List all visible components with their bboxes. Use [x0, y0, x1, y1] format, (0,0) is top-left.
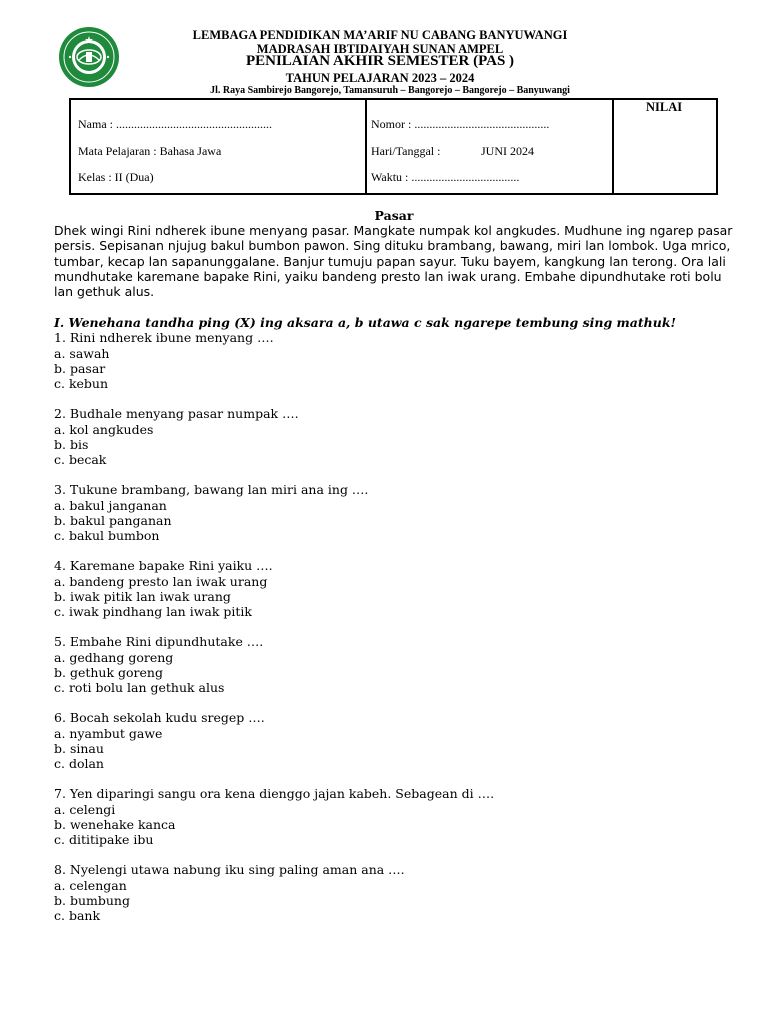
class-field: Kelas : II (Dua) — [78, 170, 154, 184]
school-logo — [58, 26, 120, 88]
answer-option-c[interactable]: c. dititipake ibu — [54, 832, 154, 848]
question-text: 6. Bocah sekolah kudu sregep …. — [54, 710, 265, 726]
question-text: 4. Karemane bapake Rini yaiku …. — [54, 558, 273, 574]
answer-option-b[interactable]: b. bis — [54, 436, 89, 452]
section-instruction: I. Wenehana tandha ping (X) ing aksara a, b utawa c sak ngarepe tembung sing mathuk! — [54, 315, 676, 331]
answer-option-c[interactable]: c. bakul bumbon — [54, 528, 160, 544]
answer-option-c[interactable]: c. kebun — [54, 376, 109, 392]
question-list — [54, 330, 734, 923]
school-address: Jl. Raya Sambirejo Bangorejo, Tamansuruh – Bangorejo – Bangorejo – Banyuwangi — [210, 85, 570, 96]
divider — [365, 100, 367, 193]
answer-option-b[interactable]: b. sinau — [54, 740, 104, 756]
question-block — [54, 558, 734, 619]
date-label: Hari/Tanggal : — [371, 144, 441, 158]
question-block — [54, 482, 734, 543]
question-text: 8. Nyelengi utawa nabung iku sing paling aman ana …. — [54, 862, 405, 878]
question-block — [54, 634, 734, 695]
exam-content — [54, 208, 734, 938]
answer-option-a[interactable]: a. celengan — [54, 877, 127, 893]
answer-option-a[interactable]: a. bandeng presto lan iwak urang — [54, 573, 268, 589]
date-value: JUNI 2024 — [481, 144, 534, 158]
question-text: 5. Embahe Rini dipundhutake …. — [54, 634, 264, 650]
answer-option-c[interactable]: c. iwak pindhang lan iwak pitik — [54, 604, 252, 620]
answer-option-c[interactable]: c. becak — [54, 452, 107, 468]
question-block — [54, 330, 734, 391]
question-block — [54, 406, 734, 467]
time-field[interactable]: Waktu : .................................... — [371, 170, 520, 184]
answer-option-b[interactable]: b. iwak pitik lan iwak urang — [54, 588, 231, 604]
subject-field: Mata Pelajaran : Bahasa Jawa — [78, 144, 222, 158]
question-text: 3. Tukune brambang, bawang lan miri ana ing …. — [54, 482, 369, 498]
question-text: 7. Yen diparingi sangu ora kena dienggo jajan kabeh. Sebagean di …. — [54, 786, 495, 802]
answer-option-a[interactable]: a. gedhang goreng — [54, 649, 174, 665]
answer-option-b[interactable]: b. bakul panganan — [54, 512, 172, 528]
answer-option-c[interactable]: c. bank — [54, 908, 101, 924]
answer-option-a[interactable]: a. bakul janganan — [54, 497, 167, 513]
academic-year: TAHUN PELAJARAN 2023 – 2024 — [285, 71, 475, 85]
answer-option-b[interactable]: b. gethuk goreng — [54, 664, 163, 680]
school-name: MADRASAH IBTIDAIYAH SUNAN AMPEL — [256, 42, 504, 56]
story-text: Dhek wingi Rini ndherek ibune menyang pasar. Mangkate numpak kol angkudes. Mudhune ing ngarep pasar persis. Sepisanan njujug bakul bumbon pawon. Sing dituku brambang, bawang, miri lan lombok. Uga mrico, tumbar, kecap lan sapanunggalane. Banjur tumuju papan sayur. Tuku bayem, kangkung lan terong. Ora lali mundhutake karemane bapake Rini, yaiku bandeng presto lan iwak urang. Embahe dipundhutake roti bolu lan gethuk alus. — [54, 223, 733, 300]
question-text: 1. Rini ndherek ibune menyang …. — [54, 330, 274, 346]
question-block — [54, 862, 734, 923]
answer-option-a[interactable]: a. celengi — [54, 801, 116, 817]
divider — [612, 100, 614, 193]
score-label: NILAI — [646, 100, 683, 114]
student-identity-box — [69, 98, 718, 195]
answer-option-a[interactable]: a. kol angkudes — [54, 421, 154, 437]
answer-option-b[interactable]: b. wenehake kanca — [54, 816, 176, 832]
question-block — [54, 786, 734, 847]
question-text: 2. Budhale menyang pasar numpak …. — [54, 406, 299, 422]
answer-option-a[interactable]: a. nyambut gawe — [54, 725, 163, 741]
answer-option-b[interactable]: b. bumbung — [54, 892, 130, 908]
answer-option-a[interactable]: a. sawah — [54, 345, 110, 361]
story-title: Pasar — [374, 208, 414, 223]
name-field[interactable]: Nama : .................................................... — [78, 117, 272, 131]
answer-option-b[interactable]: b. pasar — [54, 360, 106, 376]
institution-name: LEMBAGA PENDIDIKAN MA’ARIF NU CABANG BANYUWANGI — [192, 28, 568, 42]
answer-option-c[interactable]: c. roti bolu lan gethuk alus — [54, 680, 225, 696]
exam-title: PENILAIAN AKHIR SEMESTER (PAS ) — [245, 53, 515, 69]
answer-option-c[interactable]: c. dolan — [54, 756, 104, 772]
question-block — [54, 710, 734, 771]
number-field[interactable]: Nomor : ............................................. — [371, 117, 550, 131]
